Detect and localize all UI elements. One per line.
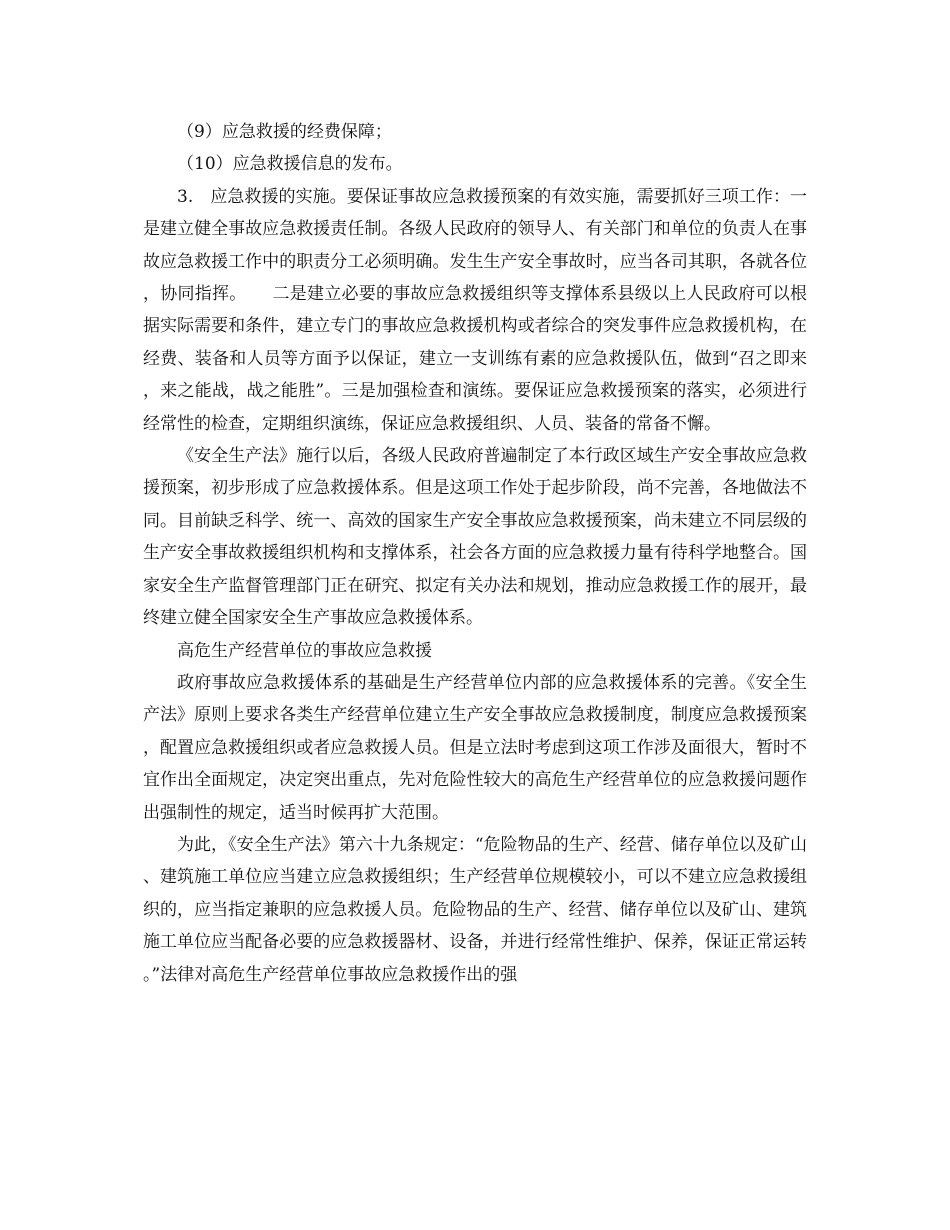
paragraph-implementation: 3. 应急救援的实施。要保证事故应急救援预案的有效实施，需要抓好三项工作：一是建立健全事故应急救援责任制。各级人民政府的领导人、有关部门和单位的负责人在事故应急救援工作中的职责分工必须明确。发生生产安全事故时，应当各司其职，各就各位，协同指挥。 二是建立必要的事故应急救援组织等支撑体系县级以上人民政府可以根据实际需要和条件，建立专门的事故应急救援机构或者综合的突发事件应急救援机构，在经费、装备和人员等方面予以保证，建立一支训练有素的应急救援队伍，做到“召之即来，来之能战，战之能胜”。三是加强检查和演练。要保证应急救援预案的落实，必须进行经常性的检查，定期组织演练，保证应急救援组织、人员、装备的常备不懈。: [143, 186, 807, 434]
section-heading: 高危生产经营单位的事故应急救援: [177, 640, 432, 661]
paragraph-basis: 政府事故应急救援体系的基础是生产经营单位内部的应急救援体系的完善。《安全生产法》原则上要求各类生产经营单位建立生产安全事故应急救援制度，制度应急救援预案，配置应急救援组织或者应急救援人员。但是立法时考虑到这项工作涉及面很大，暂时不宜作出全面规定，决定突出重点，先对危险性较大的高危生产经营单位的应急救援问题作出强制性的规定，适当时候再扩大范围。: [143, 672, 807, 823]
list-item-funding: （9）应急救援的经费保障；: [177, 122, 392, 142]
list-item-info-release: （10）应急救援信息的发布。: [177, 154, 403, 175]
paragraph-law-effect: 《安全生产法》施行以后，各级人民政府普遍制定了本行政区域生产安全事故应急救援预案，初步形成了应急救援体系。但是这项工作处于起步阶段，尚不完善，各地做法不同。目前缺乏科学、统一、高效的国家生产安全事故应急救援预案，尚未建立不同层级的生产安全事故救援组织机构和支撑体系，社会各方面的应急救援力量有待科学地整合。国家安全生产监督管理部门正在研究、拟定有关办法和规划，推动应急救援工作的展开，最终建立健全国家安全生产事故应急救援体系。: [143, 446, 807, 629]
document-body: [143, 116, 807, 991]
paragraph-article-69: 为此，《安全生产法》第六十九条规定：“危险物品的生产、经营、储存单位以及矿山、建筑施工单位应当建立应急救援组织；生产经营单位规模较小，可以不建立应急救援组织的，应当指定兼职的应急救援人员。危险物品的生产、经营、储存单位以及矿山、建筑施工单位应当配备必要的应急救援器材、设备，并进行经常性维护、保养，保证正常运转。”法律对高危生产经营单位事故应急救援作出的强: [143, 834, 807, 985]
